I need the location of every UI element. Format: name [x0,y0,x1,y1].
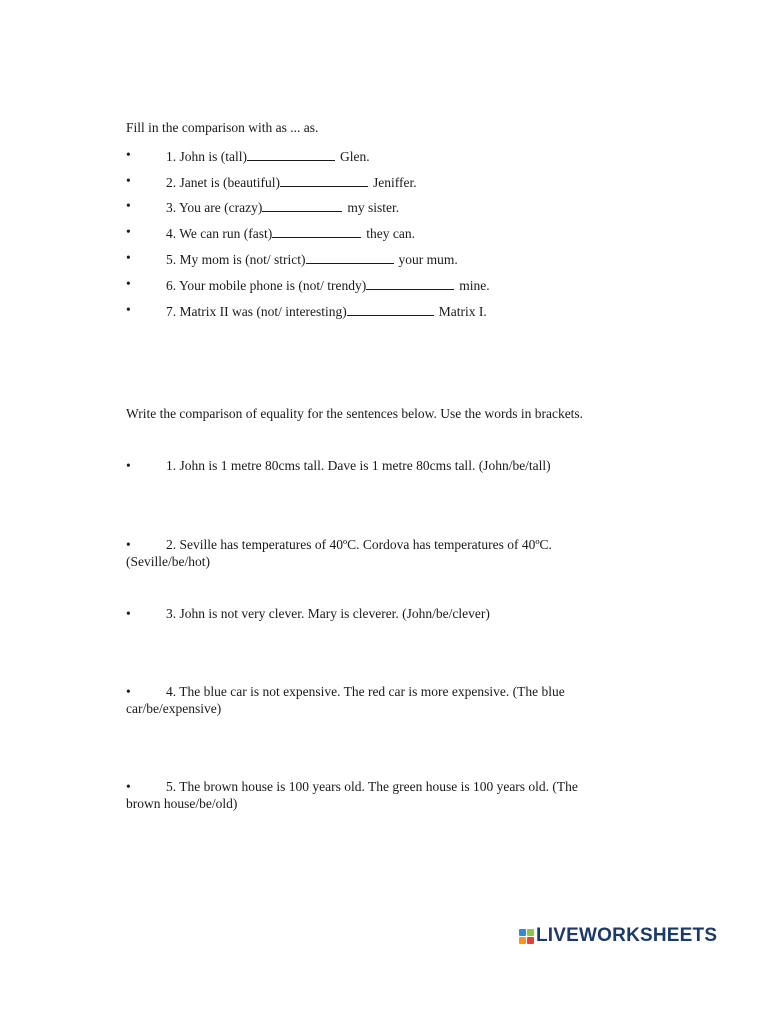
fill-item-1 [166,146,370,165]
answer-blank[interactable] [306,249,394,264]
fill-item-4 [166,223,415,242]
sentence-item-4 [126,683,626,717]
fill-item-7 [166,301,487,320]
logo-text: LIVEWORKSHEETS [536,925,718,946]
logo-block [519,937,526,944]
sentence-line: 1. John is 1 metre 80cms tall. Dave is 1 metre 80cms tall. (John/be/tall) [166,458,551,473]
answer-blank[interactable] [347,301,434,316]
sentence-line: 5. The brown house is 100 years old. The green house is 100 years old. (The [166,779,578,794]
section2-instruction: Write the comparison of equality for the sentences below. Use the words in brackets. [126,406,584,421]
answer-blank[interactable] [366,275,454,290]
fill-item-after: mine. [459,278,490,293]
sentence-line-2: (Seville/be/hot) [126,554,210,569]
fill-item-after: Matrix I. [438,304,487,319]
bullet: • [126,198,131,213]
sentence-line-2: brown house/be/old) [126,796,238,811]
fill-item-after: your mum. [398,252,458,267]
logo-block [527,929,534,936]
fill-item-after: they can. [366,226,415,241]
answer-blank[interactable] [280,172,368,187]
fill-item-text: 3. You are (crazy) [166,200,263,215]
sentence-line-2: car/be/expensive) [126,701,222,716]
sentence-item-2 [126,536,626,570]
bullet: • [126,779,131,794]
bullet: • [126,684,131,699]
fill-item-text: 1. John is (tall) [166,149,247,164]
fill-item-text: 6. Your mobile phone is (not/ trendy) [166,278,367,293]
sentence-item-5 [126,778,626,812]
fill-item-text: 2. Janet is (beautiful) [166,175,280,190]
sentence-line: 4. The blue car is not expensive. The red car is more expensive. (The blue [166,684,565,699]
bullet: • [126,276,131,291]
sentence-item-3 [126,605,626,622]
sentence-line: 2. Seville has temperatures of 40ºC. Cordova has temperatures of 40ºC. [166,537,552,552]
answer-blank[interactable] [262,197,342,212]
liveworksheets-logo [519,926,717,946]
fill-item-3 [166,197,399,216]
fill-item-text: 5. My mom is (not/ strict) [166,252,306,267]
fill-item-after: Jeniffer. [372,175,417,190]
logo-blocks-icon [519,929,534,944]
logo-block [519,929,526,936]
logo-block [527,937,534,944]
bullet: • [126,606,131,621]
fill-item-6 [166,275,490,294]
bullet: • [126,458,131,473]
fill-item-2 [166,172,417,191]
bullet: • [126,537,131,552]
fill-item-5 [166,249,458,268]
bullet: • [126,147,131,162]
fill-item-text: 7. Matrix II was (not/ interesting) [166,304,347,319]
section1-instruction: Fill in the comparison with as ... as. [126,120,319,135]
bullet: • [126,302,131,317]
bullet: • [126,224,131,239]
answer-blank[interactable] [272,223,361,238]
fill-item-after: my sister. [347,200,400,215]
fill-item-text: 4. We can run (fast) [166,226,273,241]
sentence-item-1 [126,457,626,474]
sentence-line: 3. John is not very clever. Mary is cleverer. (John/be/clever) [166,606,490,621]
answer-blank[interactable] [247,146,335,161]
fill-item-after: Glen. [340,149,370,164]
bullet: • [126,173,131,188]
bullet: • [126,250,131,265]
